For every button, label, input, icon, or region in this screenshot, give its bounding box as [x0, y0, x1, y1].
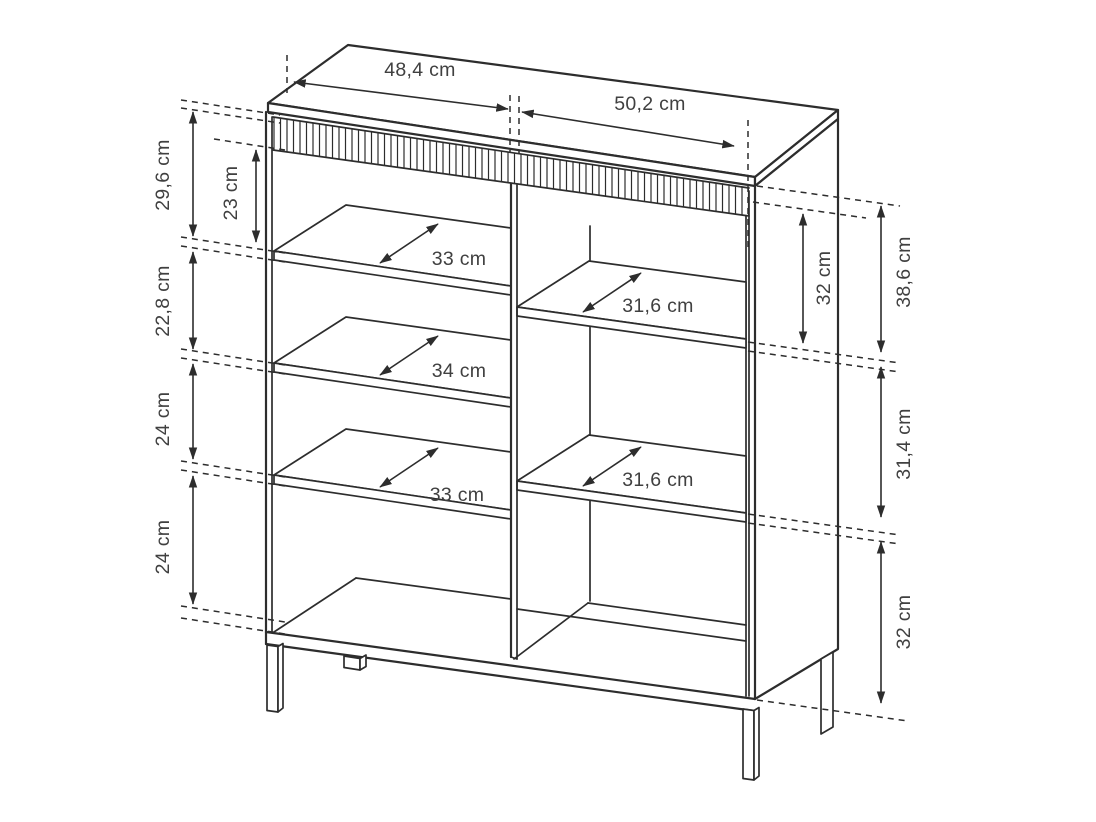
shelf-depth-right-2-label: 31,6 cm: [622, 469, 694, 491]
left-inner-height-dimension: [214, 139, 285, 242]
dim-right-outer-3-label: 32 cm: [893, 594, 915, 650]
legs: [267, 644, 833, 781]
dim-left-inner-label: 23 cm: [220, 165, 242, 221]
front-right-leg: [743, 708, 759, 781]
shelf-depth-left-3-label: 33 cm: [429, 484, 485, 506]
front-left-leg: [267, 644, 283, 713]
shelf-depth-right-1-label: 31,6 cm: [622, 295, 694, 317]
dim-left-outer-1-label: 29,6 cm: [152, 139, 174, 211]
cabinet-drawing: [266, 45, 838, 780]
dim-left-outer-3-label: 24 cm: [152, 391, 174, 447]
dim-left-outer-2-label: 22,8 cm: [152, 265, 174, 337]
right-side-panel: [755, 119, 838, 699]
middle-front-foot: [344, 655, 366, 670]
dim-right-outer-2-label: 31,4 cm: [893, 408, 915, 480]
rear-right-leg: [821, 652, 833, 734]
dim-top-width-right-label: 50,2 cm: [614, 93, 686, 115]
dim-top-width-left-label: 48,4 cm: [384, 59, 456, 81]
dim-right-outer-1-label: 38,6 cm: [893, 236, 915, 308]
dim-right-inner-label: 32 cm: [813, 250, 835, 306]
dim-left-outer-4-label: 24 cm: [152, 519, 174, 575]
shelf-depth-left-2-label: 34 cm: [431, 360, 487, 382]
center-divider: [511, 184, 588, 659]
shelf-depth-left-1-label: 33 cm: [431, 248, 487, 270]
